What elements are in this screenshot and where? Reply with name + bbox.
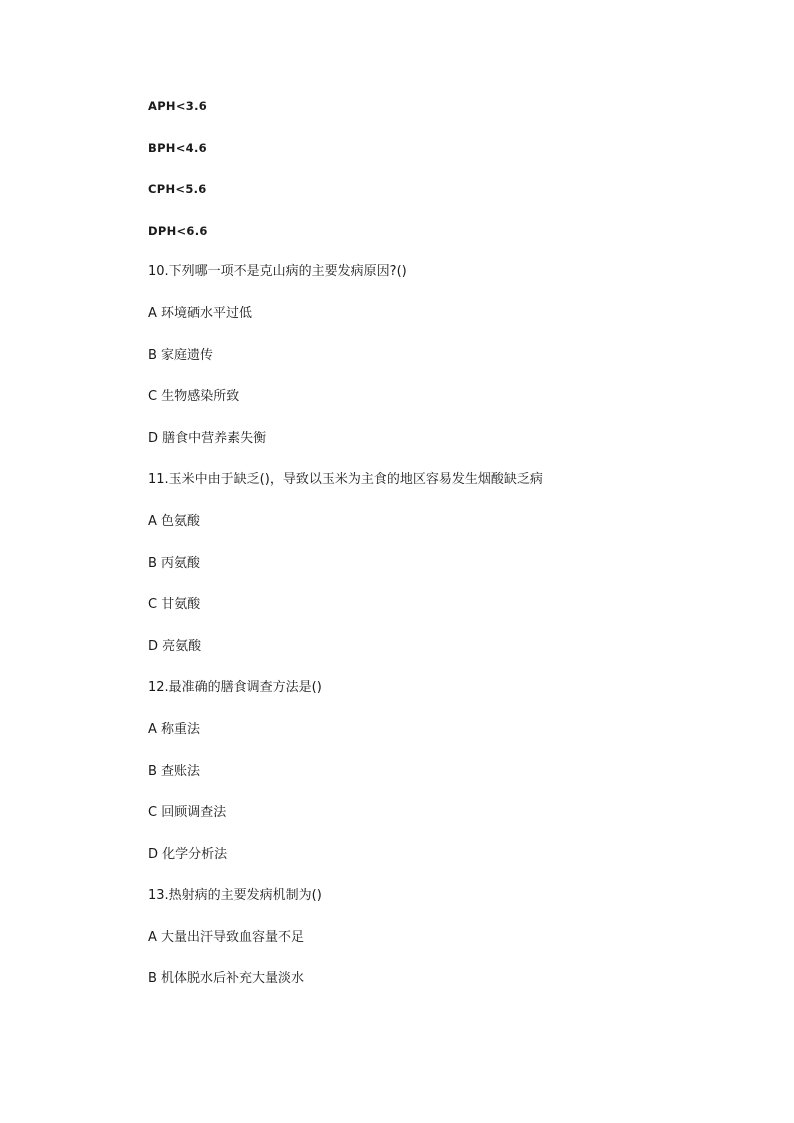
option-b-q9: BPH<4.6 xyxy=(148,140,207,155)
option-b-q10: B 家庭遗传 xyxy=(148,347,214,363)
option-c-q12: C 回顾调查法 xyxy=(148,805,227,821)
option-c-q10: C 生物感染所致 xyxy=(148,389,240,405)
option-c-q11: C 甘氨酸 xyxy=(148,597,201,613)
option-b-q12: B 查账法 xyxy=(148,763,201,779)
document-content xyxy=(148,96,748,1011)
option-c-q9: CPH<5.6 xyxy=(148,182,207,197)
option-a-q12: A 称重法 xyxy=(148,721,201,737)
question-11: 11.玉米中由于缺乏()，导致以玉米为主食的地区容易发生烟酸缺乏病 xyxy=(148,472,543,488)
option-d-q9: DPH<6.6 xyxy=(148,223,208,238)
option-a-q11: A 色氨酸 xyxy=(148,513,201,529)
option-d-q11: D 亮氨酸 xyxy=(148,638,202,654)
question-12: 12.最准确的膳食调查方法是() xyxy=(148,680,322,696)
option-b-q11: B 丙氨酸 xyxy=(148,555,201,571)
option-a-q9: APH<3.6 xyxy=(148,99,208,113)
question-13: 13.热射病的主要发病机制为() xyxy=(148,888,322,904)
option-a-q10: A 环境硒水平过低 xyxy=(148,305,253,321)
option-b-q13: B 机体脱水后补充大量淡水 xyxy=(148,971,305,987)
option-d-q10: D 膳食中营养素失衡 xyxy=(148,430,267,446)
option-a-q13: A 大量出汗导致血容量不足 xyxy=(148,929,305,945)
question-10: 10.下列哪一项不是克山病的主要发病原因?() xyxy=(148,264,407,280)
option-d-q12: D 化学分析法 xyxy=(148,846,228,862)
